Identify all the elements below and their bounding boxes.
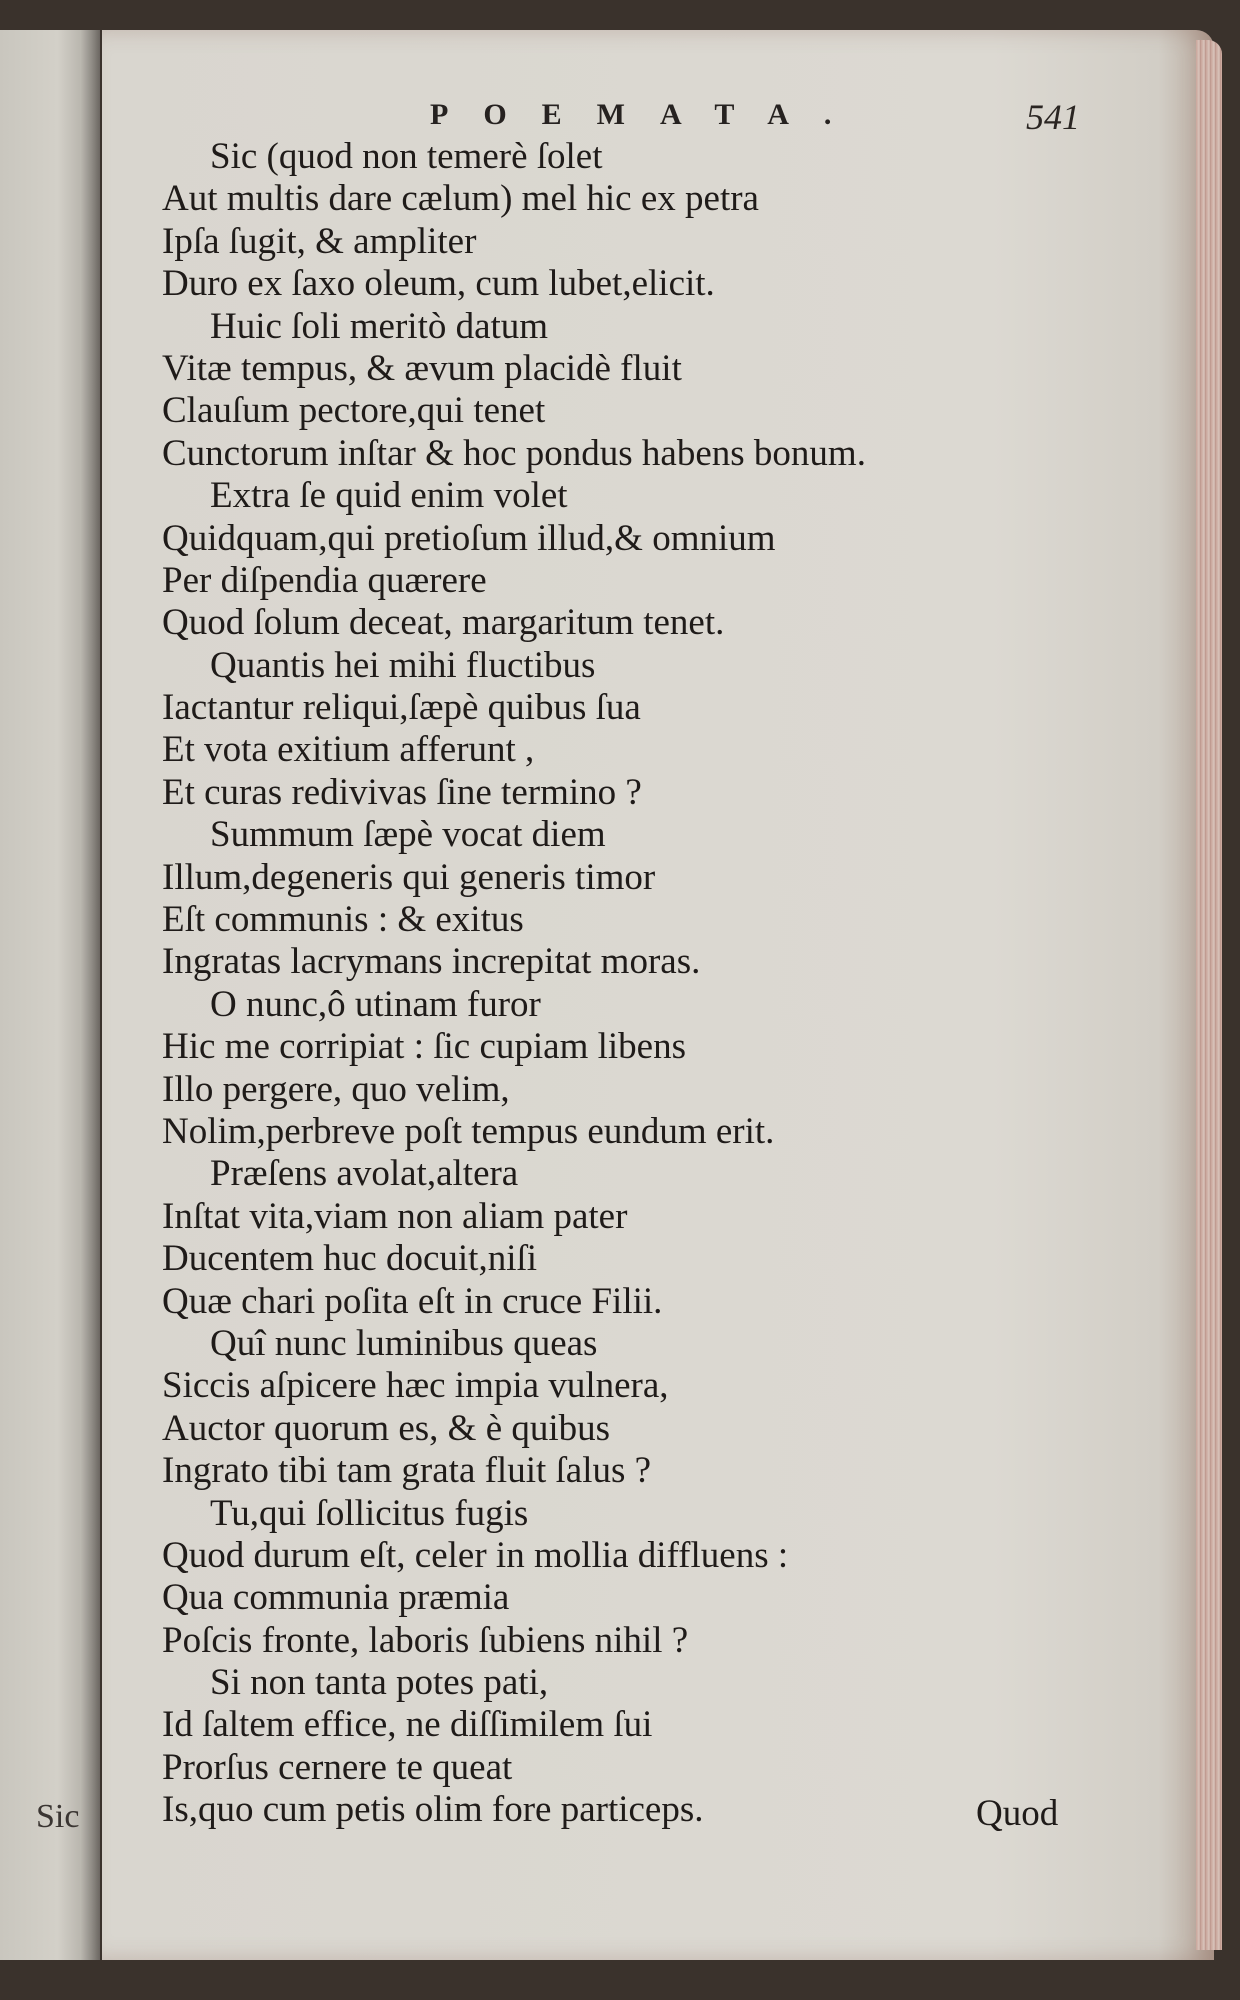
poem-line: Quod ſolum deceat, margaritum tenet. <box>162 602 725 644</box>
poem-line: Et vota exitium afferunt , <box>162 729 535 771</box>
book-gutter <box>80 30 100 1960</box>
poem-line: Prorſus cernere te queat <box>162 1746 513 1788</box>
poem-line: Siccis aſpicere hæc impia vulnera, <box>162 1365 669 1407</box>
left-page-margin-word: Sic <box>36 1798 80 1835</box>
poem-line: Id ſaltem effice, ne diſſimilem ſui <box>162 1704 653 1746</box>
poem-text <box>162 136 1062 1832</box>
poem-line: Ipſa ſugit, & ampliter <box>162 220 477 262</box>
poem-line: Per diſpendia quærere <box>162 559 487 601</box>
poem-line: Præſens avolat,altera <box>210 1153 519 1195</box>
poem-line: Quod durum eſt, celer in mollia diffluens : <box>162 1534 789 1576</box>
poem-line: Qua communia præmia <box>162 1577 510 1619</box>
poem-line: Is,quo cum petis olim fore particeps. <box>162 1789 704 1831</box>
poem-line: Quidquam,qui pretioſum illud,& omnium <box>162 517 776 559</box>
poem-line: Illo pergere, quo velim, <box>162 1068 510 1110</box>
poem-line: Poſcis fronte, laboris ſubiens nihil ? <box>162 1619 689 1661</box>
poem-line: Illum,degeneris qui generis timor <box>162 856 656 898</box>
poem-line: Si non tanta potes pati, <box>210 1662 549 1704</box>
poem-line: O nunc,ô utinam furor <box>210 983 541 1025</box>
poem-line: Eſt communis : & exitus <box>162 899 524 941</box>
poem-line: Iactantur reliqui,ſæpè quibus ſua <box>162 687 641 729</box>
page-fore-edge <box>1196 40 1222 1950</box>
poem-line: Auctor quorum es, & è quibus <box>162 1407 611 1449</box>
poem-line: Ducentem huc docuit,niſi <box>162 1238 538 1280</box>
poem-line: Duro ex ſaxo oleum, cum lubet,elicit. <box>162 263 715 305</box>
poem-line: Sic (quod non temerè ſolet <box>210 136 603 177</box>
poem-line: Hic me corripiat : ſic cupiam libens <box>162 1026 686 1068</box>
page-number: 541 <box>1026 97 1080 137</box>
poem-line: Extra ſe quid enim volet <box>210 475 568 517</box>
catchword: Quod <box>976 1793 1059 1834</box>
poem-line: Quantis hei mihi fluctibus <box>210 644 596 686</box>
poem-line: Tu,qui ſollicitus fugis <box>210 1492 529 1534</box>
poem-line: Quæ chari poſita eſt in cruce Filii. <box>162 1280 663 1322</box>
poem-line: Clauſum pectore,qui tenet <box>162 390 546 432</box>
poem-line: Quî nunc luminibus queas <box>210 1322 598 1364</box>
poem-line: Et curas redivivas ſine termino ? <box>162 771 642 813</box>
running-title: POEMATA. <box>430 98 867 131</box>
poem-line: Ingratas lacrymans increpitat moras. <box>162 941 701 983</box>
poem-line: Aut multis dare cælum) mel hic ex petra <box>162 178 759 220</box>
poem-line: Ingrato tibi tam grata fluit ſalus ? <box>162 1450 652 1492</box>
poem-line: Summum ſæpè vocat diem <box>210 814 606 856</box>
poem-line: Vitæ tempus, & ævum placidè fluit <box>162 347 682 389</box>
poem-line: Cunctorum inſtar & hoc pondus habens bonum. <box>162 432 866 474</box>
page-header <box>0 60 1240 137</box>
poem-line: Inſtat vita,viam non aliam pater <box>162 1195 628 1237</box>
poem-line: Huic ſoli meritò datum <box>210 305 549 347</box>
poem-line: Nolim,perbreve poſt tempus eundum erit. <box>162 1110 775 1152</box>
